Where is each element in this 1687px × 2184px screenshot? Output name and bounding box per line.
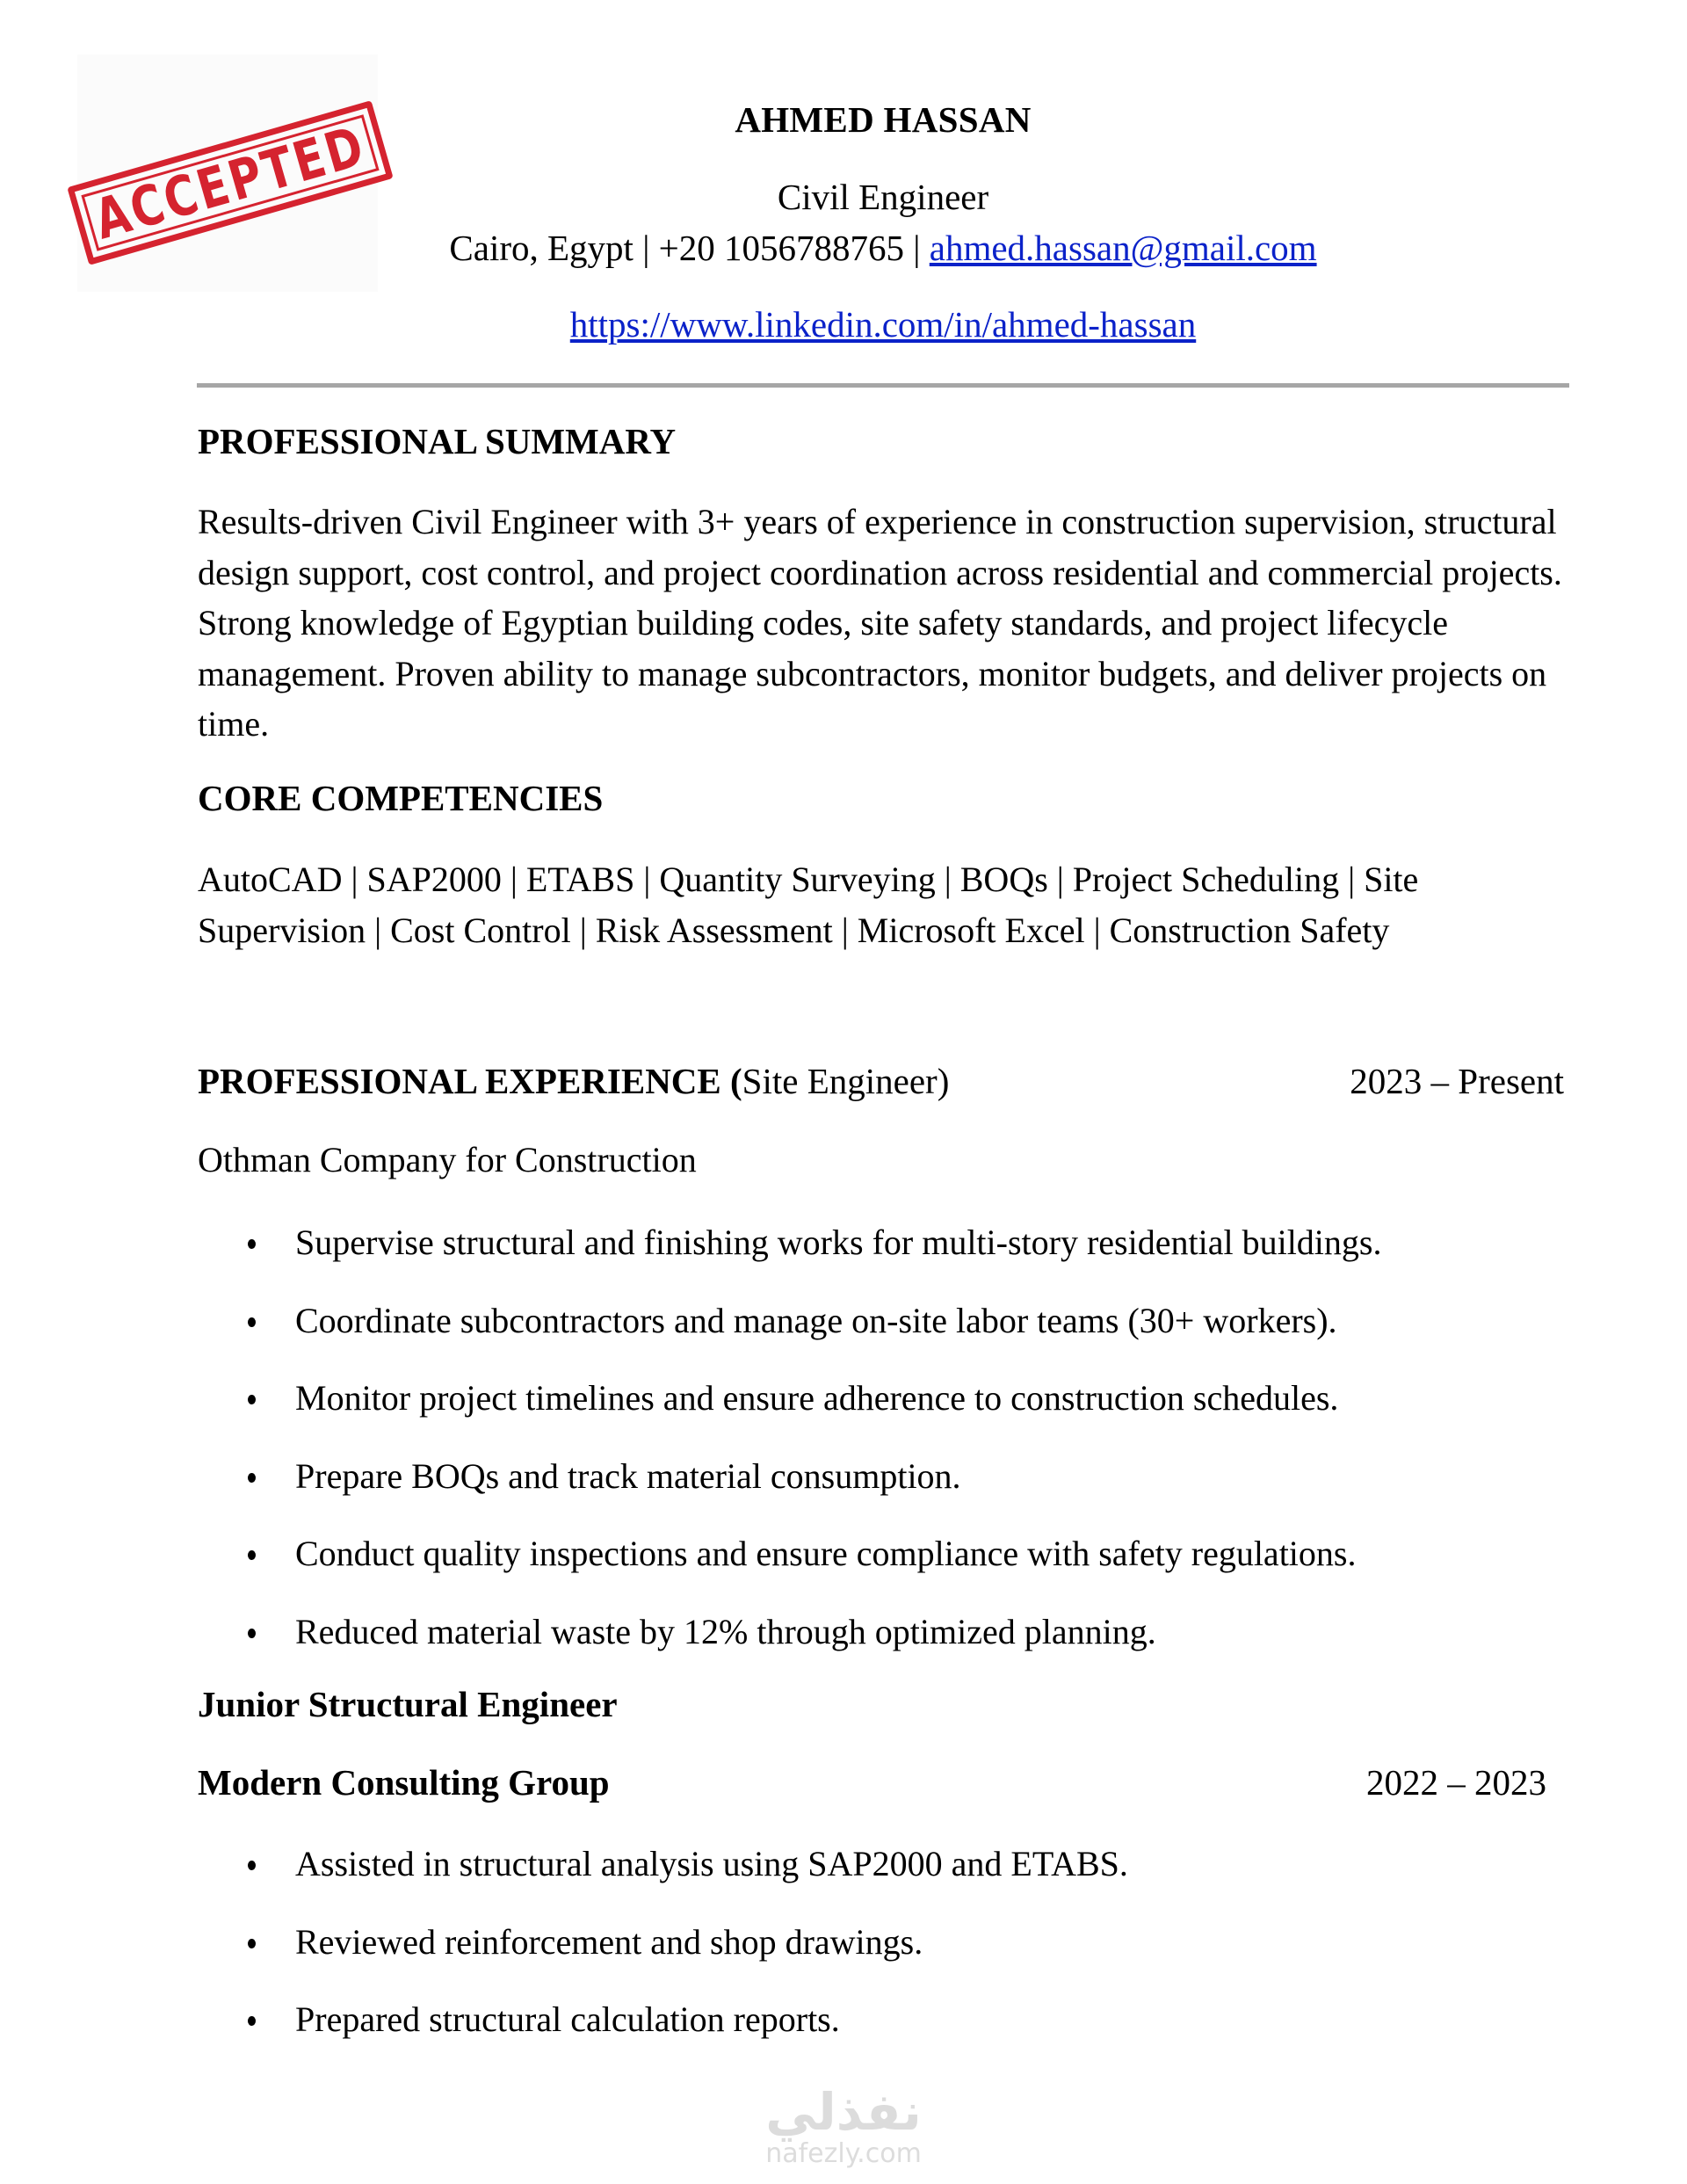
bullet-text: Prepared structural calculation reports. — [295, 1999, 840, 2040]
list-item — [244, 1994, 1128, 2072]
job-company: Othman Company for Construction — [198, 1140, 697, 1179]
job-dates: 2023 – Present — [1350, 1061, 1564, 1101]
job-bullets — [244, 1217, 1381, 1685]
bullet-text: Reviewed reinforcement and shop drawings. — [295, 1921, 923, 1962]
candidate-name: AHMED HASSAN — [735, 99, 1032, 140]
bullet-text: Monitor project timelines and ensure adherence to construction schedules. — [295, 1378, 1339, 1419]
bullet-text: Prepare BOQs and track material consumption. — [295, 1455, 961, 1496]
separator: | — [904, 228, 930, 268]
list-item — [244, 1217, 1381, 1295]
job-dates: 2022 – 2023 — [1366, 1762, 1546, 1803]
separator: | — [633, 228, 659, 268]
bullet-icon — [248, 1939, 256, 1948]
bullet-text: Conduct quality inspections and ensure compliance with safety regulations. — [295, 1534, 1357, 1574]
bullet-icon — [248, 1861, 256, 1870]
stamp-label: ACCEPTED — [87, 113, 373, 252]
experience-heading — [198, 1060, 949, 1102]
watermark — [751, 2082, 936, 2169]
bullet-icon — [248, 1317, 256, 1327]
list-item — [244, 1839, 1128, 1917]
job-company-row — [198, 1761, 1546, 1803]
email-link[interactable]: ahmed.hassan@gmail.com — [929, 228, 1317, 268]
bullet-icon — [248, 1473, 256, 1483]
linkedin-link[interactable]: https://www.linkedin.com/in/ahmed-hassan — [569, 304, 1197, 345]
job-role: Junior Structural Engineer — [198, 1684, 618, 1724]
summary-heading: PROFESSIONAL SUMMARY — [198, 421, 677, 461]
list-item — [244, 1451, 1381, 1529]
header-divider — [197, 383, 1569, 388]
phone: +20 1056788765 — [658, 228, 905, 268]
list-item — [244, 1528, 1381, 1607]
watermark-arabic-logo: نفذلي — [765, 2082, 922, 2142]
list-item — [244, 1917, 1128, 1995]
paren-open: ( — [720, 1061, 742, 1101]
bullet-icon — [248, 1395, 256, 1404]
experience-title: PROFESSIONAL EXPERIENCE — [198, 1061, 721, 1101]
list-item — [244, 1295, 1381, 1374]
bullet-icon — [248, 1239, 256, 1249]
experience-heading-row — [198, 1060, 1564, 1102]
list-item — [244, 1607, 1381, 1685]
candidate-title: Civil Engineer — [777, 177, 989, 217]
summary-text: Results-driven Civil Engineer with 3+ years of experience in construction supervision, structural design support, cost control, and project coordination across residential and commercial projects. Strong knowledge of Egyptian building codes, site safety standards, and project lifecycle management. Proven ability to manage subcontractors, monitor budgets, and deliver projects on time. — [198, 502, 1562, 744]
bullet-text: Supervise structural and finishing works for multi-story residential buildings. — [295, 1223, 1382, 1262]
bullet-text: Coordinate subcontractors and manage on-site labor teams (30+ workers). — [295, 1300, 1337, 1340]
location: Cairo, Egypt — [449, 228, 634, 268]
bullet-icon — [248, 1550, 256, 1560]
competencies-text: AutoCAD | SAP2000 | ETABS | Quantity Surveying | BOQs | Project Scheduling | Site Supervision | Cost Control | Risk Assessment | Microsoft Excel | Construction Safety — [198, 860, 1419, 950]
job-role: Site Engineer) — [742, 1061, 950, 1101]
list-item — [244, 1373, 1381, 1451]
contact-line — [0, 227, 1687, 269]
linkedin-line — [0, 303, 1687, 345]
bullet-icon — [248, 2016, 256, 2026]
bullet-text: Reduced material waste by 12% through optimized planning. — [295, 1611, 1156, 1651]
job-bullets — [244, 1839, 1128, 2072]
job-company: Modern Consulting Group — [198, 1762, 610, 1803]
watermark-domain: nafezly.com — [765, 2138, 922, 2169]
competencies-heading: CORE COMPETENCIES — [198, 778, 604, 818]
bullet-text: Assisted in structural analysis using SAP2000 and ETABS. — [295, 1844, 1128, 1883]
bullet-icon — [248, 1629, 256, 1638]
